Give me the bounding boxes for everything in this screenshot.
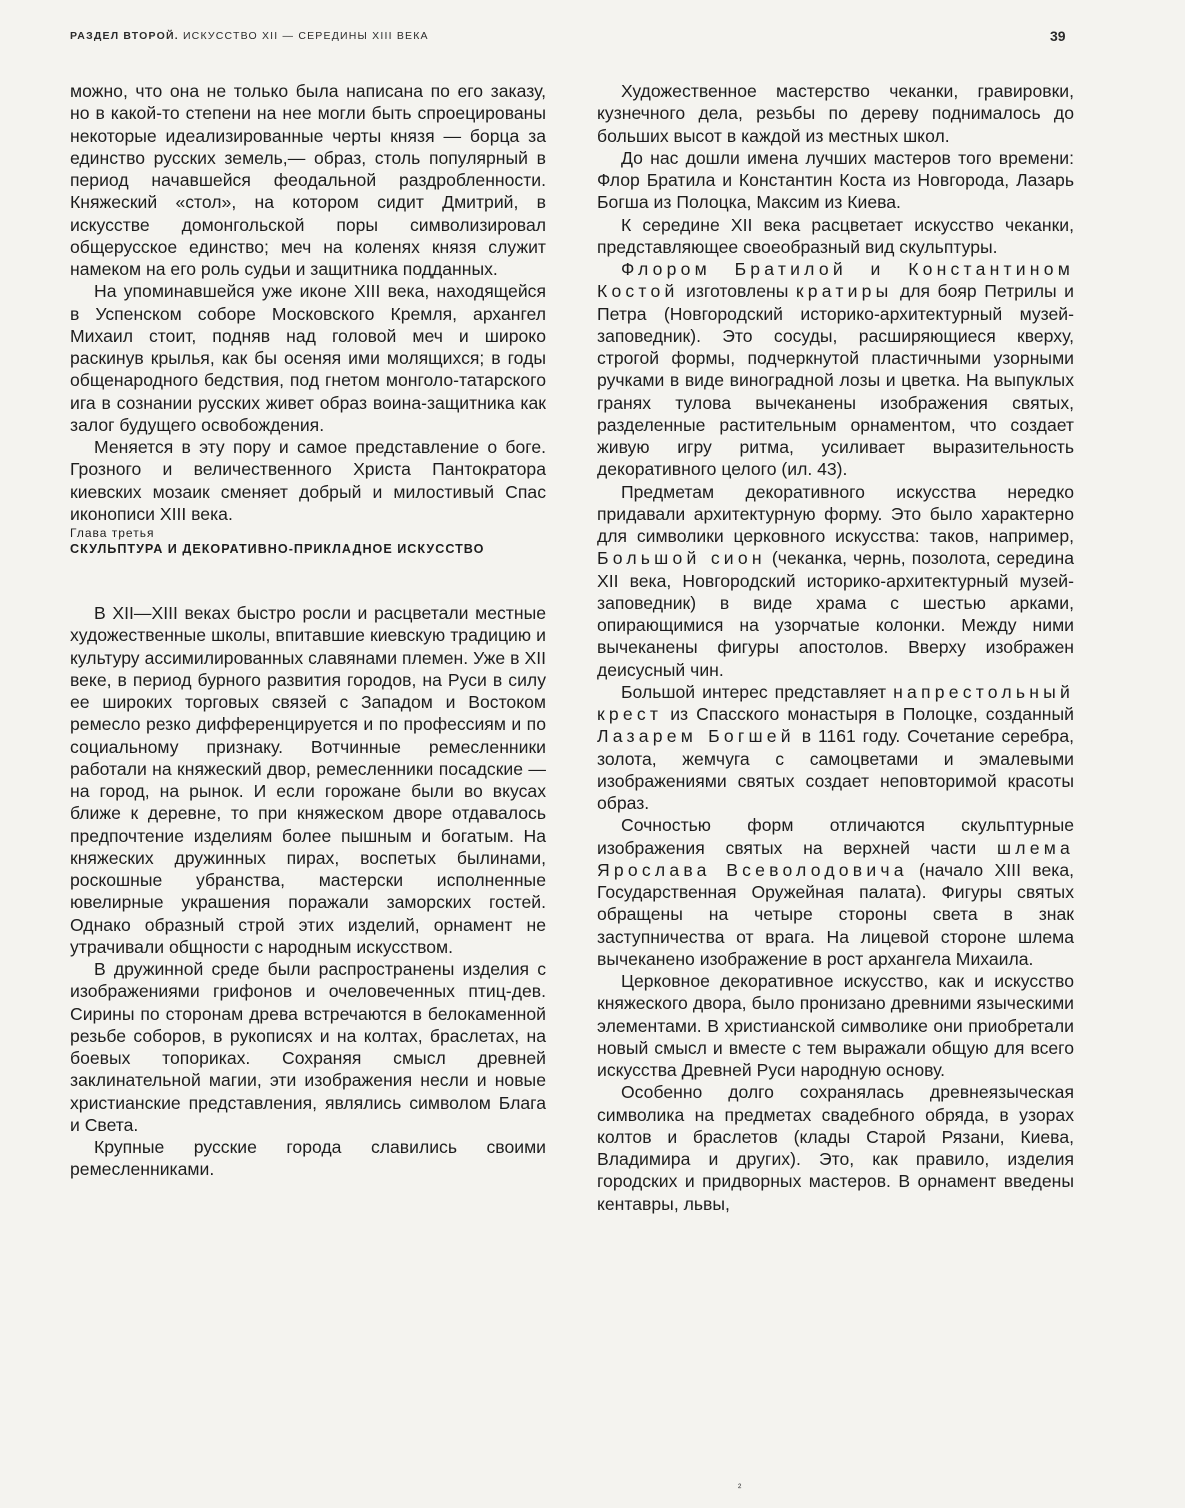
- spaced-term: шлема Ярослава Всеволодовича: [597, 837, 1074, 880]
- paragraph: [597, 258, 1074, 481]
- text-run: в 1161 году. Сочетание серебра, золота, жемчуга с самоцветами и эмалевыми изображениями святых создает неповторимой красоты образ.: [597, 726, 1074, 813]
- paragraph: Церковное декоративное искусство, как и искусство княжеского двора, было пронизано древними языческими элементами. В христианской символике они приобретали новый смысл и вместе с тем выражали общую для всего искусства Древней Руси народную основу.: [597, 971, 1074, 1080]
- paragraph: В дружинной среде были распространены изделия с изображениями грифонов и очеловеченных птиц-дев. Сирины по сторонам древа встречаются в белокаменной резьбе соборов, в рукописях и на колтах, браслетах, на боевых топориках. Сохраняя смысл древней заклинательной магии, эти изображения несли и новые христианские представления, являлись символом Блага и Света.: [70, 959, 546, 1135]
- spaced-term: кратиры: [795, 281, 893, 302]
- paragraph: [597, 481, 1074, 681]
- spaced-term: Флором Братилой и Константином Костой: [597, 259, 1074, 302]
- paragraph: Художественное мастерство чеканки, гравировки, кузнечного дела, резьбы по дереву поднималось до больших высот в каждой из местных школ.: [597, 81, 1074, 146]
- paragraph: Особенно долго сохранялась древнеязыческая символика на предметах свадебного обряда, в узорах колтов и браслетов (клады Старой Рязани, Киева, Владимира и других). Это, как правило, изделия городских и придворных мастеров. В орнамент введены кентавры, львы,: [597, 1082, 1074, 1214]
- spaced-term: Большой сион: [597, 548, 766, 569]
- spaced-term: Лазарем Богшей: [597, 726, 795, 747]
- text-run: Большой интерес представляет: [621, 681, 894, 702]
- paragraph: В XII—XIII веках быстро росли и расцветали местные художественные школы, впитавшие киевскую традицию и культуру ассимилированных славянами племен. Уже в XII веке, в период бурного развития городов, на Руси в силу ее широких торговых связей с Западом и Востоком ремесло резко дифференцируется и по профессиям и по социальному признаку. Вотчинные ремесленники работали на княжеский двор, ремесленники посадские — на город, на рынок. И если горожане были во вкусах ближе к деревне, то при княжеском дворе отдавалось предпочтение изделиям более пышным и богатым. На княжеских дружинных пирах, воспетых былинами, роскошные убранства, мастерски исполненные ювелирные украшения поражали заморских гостей. Однако образный строй этих изделий, орнамент не утрачивали общности с народным искусством.: [70, 603, 546, 957]
- chapter-title: СКУЛЬПТУРА И ДЕКОРАТИВНО-ПРИКЛАДНОЕ ИСКУССТВО: [70, 542, 485, 556]
- text-run: из Спасского монастыря в Полоцке, созданный: [662, 704, 1074, 724]
- text-run: для бояр Петрилы и Петра (Новгородский историко-архитектурный музей-заповедник). Это сосуды, расширяющиеся кверху, строгой формы, подчеркнутой пластичными узорными ручками в виде виноградной лозы и цветка. На выпуклых гранях тулова вычеканены изображения святых, разделенные растительным орнаментом, что создает живую игру ритма, усиливает выразительность декоративного целого (ил. 43).: [597, 281, 1074, 480]
- text-run: (начало XIII века, Государственная Оружейная палата). Фигуры святых обращены на четыре стороны света в знак заступничества от врага. На лицевой стороне шлема вычеканено изображение в рост архангела Михаила.: [597, 859, 1074, 969]
- paragraph: можно, что она не только была написана по его заказу, но в какой-то степени на нее могли быть спроецированы некоторые идеализированные черты князя — борца за единство русских земель,— образ, столь популярный в период начавшейся феодальной раздробленности. Княжеский «стол», на котором сидит Дмитрий, в искусстве домонгольской поры символизировал общерусское единство; меч на коленях князя служит намеком на его роль судьи и защитника подданных.: [70, 81, 546, 279]
- paragraph: [597, 681, 1074, 815]
- paragraph: Меняется в эту пору и самое представление о боге. Грозного и величественного Христа Пантократора киевских мозаик сменяет добрый и милостивый Спас иконописи XIII века.: [70, 437, 546, 524]
- paragraph: К середине XII века расцветает искусство чеканки, представляющее своеобразный вид скульптуры.: [597, 214, 1074, 257]
- text-run: изготовлены: [678, 281, 796, 302]
- running-head-subtitle: ИСКУССТВО XII — СЕРЕДИНЫ XIII ВЕКА: [182, 30, 429, 42]
- spaced-term: напрестольный крест: [597, 681, 1074, 724]
- chapter-label: Глава третья: [70, 526, 155, 540]
- footer-mark: ²: [738, 1483, 742, 1494]
- paragraph: Крупные русские города славились своими ремесленниками.: [70, 1137, 546, 1180]
- running-head-section: РАЗДЕЛ ВТОРОЙ.: [70, 30, 179, 42]
- right-column: [597, 80, 1074, 1215]
- text-run: (чеканка, чернь, позолота, середина XII века, Новгородский историко-архитектурный музей-заповедник) в виде храма с шестью арками, опирающимися на узорчатые колонки. Между ними вычеканены фигуры апостолов. Вверху изображен деисусный чин.: [597, 548, 1074, 680]
- paragraph: На упоминавшейся уже иконе XIII века, находящейся в Успенском соборе Московского Кремля, архангел Михаил стоит, подняв над головой меч и широко раскинув крылья, как бы осеняя ими молящихся; в годы общенародного бедствия, под гнетом монголо-татарского ига в сознании русских живет образ воина-защитника как залог будущего освобождения.: [70, 281, 546, 435]
- paragraph: [597, 814, 1074, 970]
- paragraph: До нас дошли имена лучших мастеров того времени: Флор Братила и Константин Коста из Новгорода, Лазарь Богша из Полоцка, Максим из Киева.: [597, 147, 1074, 213]
- text-run: Сочностью форм отличаются скульптурные изображения святых на верхней части: [597, 815, 1074, 858]
- running-head: [70, 30, 429, 42]
- left-column: [70, 80, 546, 1181]
- text-run: Предметам декоративного искусства нередко придавали архитектурную форму. Это было характерно для символики церковного искусства: таков, например,: [597, 481, 1074, 546]
- page-number: 39: [1050, 28, 1066, 44]
